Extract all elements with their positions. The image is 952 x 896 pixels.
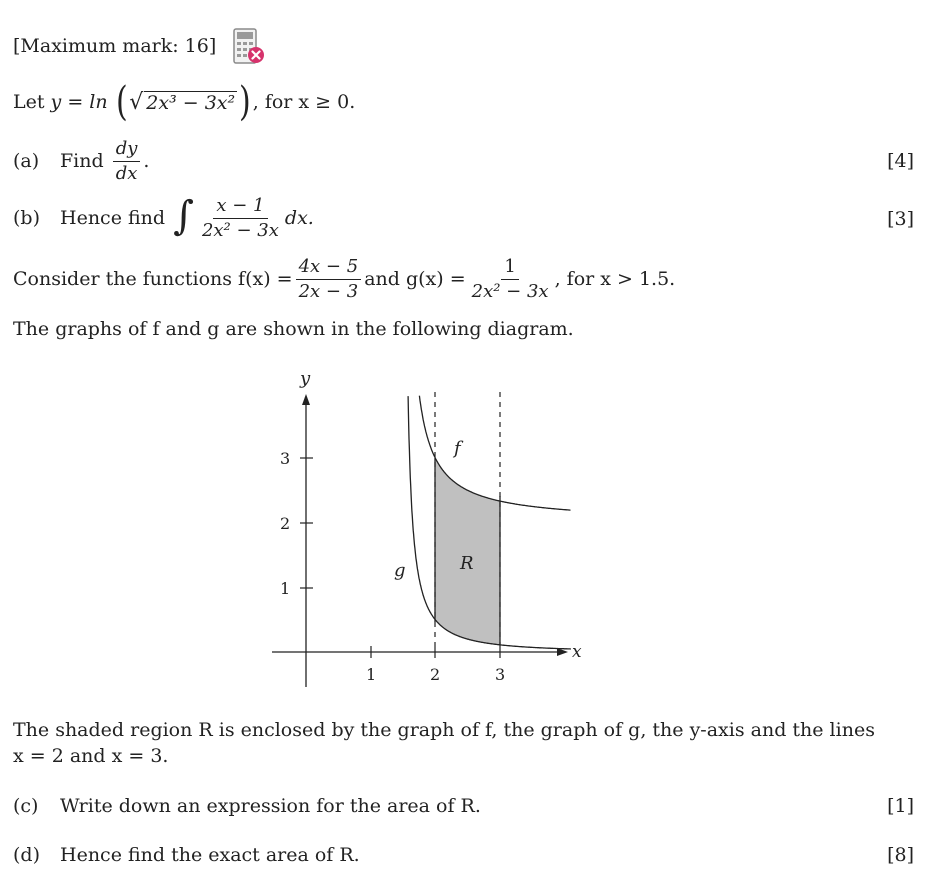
- part-c: (c) Write down an expression for the area of R.: [13, 795, 481, 817]
- consider-functions: Consider the functions f(x) = $\frac{4x - 5}{2x - 3}$ and g(x) = $\frac{1}{\text{2x² − 3x}}$ , for x > 1.5.: [13, 255, 676, 302]
- marks-c: [1]: [887, 795, 914, 817]
- calculator-not-allowed-icon: [232, 27, 266, 67]
- x-axis-label: x: [572, 642, 582, 662]
- marks-a: [4]: [887, 150, 914, 172]
- part-b: (b) Hence find ∫ $\frac{x - 1}{\text{2x² − 3x}}$ dx.: [13, 193, 314, 241]
- y-tick-label-2: 2: [280, 514, 291, 533]
- shaded-text-2: x = 2 and x = 3.: [13, 745, 169, 767]
- integrand-fraction: $\frac{x - 1}{\text{2x² − 3x}}$: [201, 194, 279, 241]
- shaded-text-1: The shaded region R is enclosed by the graph of f, the graph of g, the y-axis and the lines: [13, 719, 875, 741]
- max-mark: [Maximum mark: 16]: [13, 35, 217, 57]
- f-label: f: [454, 438, 461, 459]
- x-tick-label-2: 2: [430, 665, 441, 684]
- x-tick-label-1: 1: [366, 665, 377, 684]
- intro-line: Let y = ln ( √ 2x³ − 3x² ) , for x ≥ 0.: [13, 79, 356, 125]
- y-tick-label-1: 1: [280, 579, 291, 598]
- graphs-text: The graphs of f and g are shown in the following diagram.: [13, 318, 574, 340]
- integral-sign: ∫: [173, 193, 194, 239]
- marks-b: [3]: [887, 208, 914, 230]
- x-tick-label-3: 3: [495, 665, 506, 684]
- part-a: (a) Find $\frac{dy}{dx}$ .: [13, 137, 150, 184]
- g-fraction: $\frac{1}{\text{2x² − 3x}}$: [471, 255, 549, 302]
- f-fraction: $\frac{4x - 5}{2x - 3}$: [296, 256, 362, 303]
- region-label: R: [460, 553, 474, 574]
- diagram: [260, 362, 600, 692]
- shaded-region-r: [435, 458, 500, 645]
- part-d: (d) Hence find the exact area of R.: [13, 844, 360, 866]
- y-tick-label-3: 3: [280, 449, 291, 468]
- y-axis-label: y: [300, 368, 311, 389]
- g-label: g: [394, 560, 406, 581]
- sqrt-expression: ( √ 2x³ − 3x² ): [115, 79, 251, 125]
- y-axis-arrow: [302, 394, 310, 405]
- dy-dx-fraction: $\frac{dy}{dx}$: [113, 138, 141, 185]
- marks-d: [8]: [887, 844, 914, 866]
